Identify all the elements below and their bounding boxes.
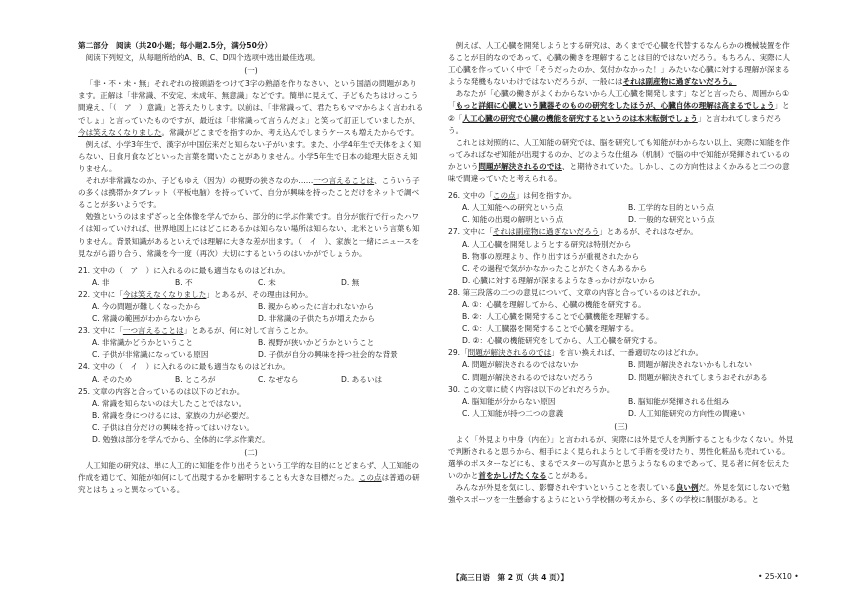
question-text: 26. 文中の「 xyxy=(448,191,493,201)
underlined-phrase: それは副産物に過ぎないだろう。 xyxy=(622,77,737,87)
underlined-phrase: 首をかしげたくなる xyxy=(478,471,547,481)
answer-option: B. 物事の原理より、作り出すほうが重視されたから xyxy=(462,251,640,261)
paragraph-text: みんなが外見を気にし、影響されやすいということを表している xyxy=(455,483,676,493)
answer-option: B. 常識を身につけるには、家族の力が必要だ。 xyxy=(92,410,254,420)
page-footer: 【高三日语 第 2 页（共 4 页）】 xyxy=(452,573,569,582)
answer-option: C. 人工知能が持つ二つの意義 xyxy=(462,408,564,418)
paragraph xyxy=(448,137,794,185)
paragraph xyxy=(78,175,424,211)
answer-option: D. 子供が自分の興味を持つ社会的な背景 xyxy=(258,350,398,360)
answer-option: D. 心臓に対する理解が深まるようなきっかけがないから xyxy=(462,275,655,285)
underlined-phrase: 人工心臓の研究で心臓の機能を研究するというのは本末転倒でしょう xyxy=(462,113,698,123)
exam-code: • 25-X10 • xyxy=(758,572,799,581)
question-stem xyxy=(448,384,794,396)
question-list xyxy=(448,190,794,420)
answer-options xyxy=(78,374,424,386)
answer-option: B. 問題が解決されないかもしれない xyxy=(628,360,752,370)
passage-number: (二) xyxy=(244,448,258,458)
answer-option: B. 視野が狭いかどうかということ xyxy=(258,338,375,348)
question-stem xyxy=(448,190,794,202)
answer-option: B. 親からめったに言われないから xyxy=(258,301,375,311)
underlined-phrase: この点 xyxy=(492,191,516,201)
question-list xyxy=(78,265,424,446)
section-title: 第二部分 阅读（共20小题；每小题2.5分，满分50分） xyxy=(78,41,273,50)
underlined-phrase: 今は笑えなくなりました xyxy=(78,127,162,137)
paragraph xyxy=(78,460,424,496)
answer-option: D. ②：心臓の機能研究をしてから、人工心臓を研究する。 xyxy=(462,336,662,346)
paragraph-text: 人工知能の研究は、単に人工的に知能を作り出そうという工学的な目的にとどまらず、人工知能の作成を通じて、知能が如何にして出現するかを解明することも大きな目標だった。 xyxy=(78,461,420,483)
paragraph xyxy=(448,88,794,136)
answer-option: D. あるいは xyxy=(341,374,383,384)
answer-option: D. 人工知能研究の方向性の間違い xyxy=(628,408,745,418)
answer-option: A. 非常識かどうかということ xyxy=(92,338,194,348)
passage-number: (三) xyxy=(614,421,628,431)
answer-options xyxy=(448,396,794,420)
answer-options xyxy=(448,299,794,347)
answer-option: C. 知能の出現の解明という点 xyxy=(462,215,564,225)
paragraph-text: 。常識がどこまでを指すのか、考え込んでしまうケースも増えたからです。 xyxy=(161,127,419,137)
paragraph-text: これとは対照的に、人工知能の研究では、脳を研究しても知能がわからない以上、実際に知能を作ってみればなぜ知能が出現するのか、どのような仕組み（机制）で脳の中で知能が発揮されているのかという xyxy=(448,137,790,171)
paragraph-text: 「非・不・未・無」それぞれの接頭語をつけて3字の熟語を作りなさい、という国語の問題があります。正解は「非常識、不安定、未成年、無意識」などです。簡単に見えて、子どもたちはけっこう間違え、「（ ア ）意識」と答えたりします。以前は、「非常識って、君たちもママからよく言われるでしょ」と言っていたものですが、最近は「非常識って言うんだよ」と笑って訂正していましたが、 xyxy=(78,79,424,125)
answer-option: C. なぜなら xyxy=(258,374,299,384)
underlined-phrase: 今は笑えなくなりました xyxy=(122,289,207,299)
underlined-phrase: この点 xyxy=(358,473,382,483)
paragraph-text: ことがある。 xyxy=(546,471,593,481)
answer-option: A. 脳知能が分からない原因 xyxy=(462,396,556,406)
answer-option: A. 人工心臓を開発しようとする研究は特別だから xyxy=(462,239,632,249)
paragraph-text: 」と②「 xyxy=(448,101,790,123)
question-text: 」を言い換えれば、一番適切なのはどれか。 xyxy=(551,348,704,358)
answer-option: D. 非常識の子供たちが増えたから xyxy=(258,314,375,324)
answer-options xyxy=(78,301,424,325)
answer-option: D. 無 xyxy=(341,277,360,287)
question-text: 22. 文中に「 xyxy=(78,289,123,299)
answer-option: B. ②：人工心臓を開発することで心臓機能を理解する。 xyxy=(462,312,654,322)
answer-option: B. 不 xyxy=(175,277,193,287)
underlined-phrase: 問題が解決されるのでは xyxy=(467,348,552,358)
answer-option: B. ところが xyxy=(175,374,216,384)
answer-options xyxy=(78,277,424,289)
underlined-phrase: もっと詳細に心臓という臓器そのものの研究をしたほうが、心臓自体の理解は高まるでしょう xyxy=(455,101,775,111)
question-text: 」とあるが、何に対して言うことか。 xyxy=(183,326,313,336)
paragraph-text: 例えば、人工心臓を開発しようとする研究は、あくまでで心臓を代替するなんらかの機械装置を作ることが目的なのであって、心臓の働きを理解することは目的ではないだろう。もちろん、実際に人工心臓を作っていく中で「そうだったのか、気付かなかった！」みたいな心臓に対する理解が深まるような発機もないわけではないだろうが、一般には xyxy=(448,41,790,87)
paragraph xyxy=(448,40,794,88)
question-text: 」とあるが、その理由は何か。 xyxy=(206,289,313,299)
paragraph-text: だ。外見を気にしないで勉強やスポーツを一生懸命するようにという学校側の考えから、多くの学校に制服がある。と xyxy=(448,483,790,505)
paragraph: 勉強というのはまずざっと全体像を学んでから、部分的に学ぶ作業です。自分が旅行で行ったハワイは知っていければ、世界地図上にはどこにあるかは知らない場所は知らない、北米という言葉も知りません。背景知識があるといえでは理解に大きな差が出ます。（ イ ）、家族と一緒にニュースを見ながら語り合う、常識を今一度（再次）大切にするというのはいかがでしょうか。 xyxy=(78,212,420,258)
paragraph-text: それが非常識なのか、子どもゆえ（因为）の視野の狭さなのか…… xyxy=(85,176,314,186)
answer-option: C. 未 xyxy=(258,277,276,287)
answer-option: A. そのため xyxy=(92,374,133,384)
underlined-phrase: それは副産物に過ぎないだろう xyxy=(492,227,600,237)
answer-options xyxy=(78,337,424,361)
answer-option: C. 常識の範囲がわからないから xyxy=(92,314,201,324)
answer-option: C. 子供が非常識になっている原因 xyxy=(92,350,209,360)
answer-option: D. 問題が解決されてしまうおそれがある xyxy=(628,372,768,382)
paragraph-text: あなたが「心臓の働きがよくわからないから人工心臓を開発します」などと言ったら、周囲から①「 xyxy=(448,89,789,111)
underlined-phrase: 一つ言えることは xyxy=(313,176,375,186)
answer-option: D. 勉強は部分を学んでから、全体的に学ぶ作業だ。 xyxy=(92,435,270,444)
answer-option: A. 問題が解決されるのではないか xyxy=(462,360,579,370)
question-text: 28. 第三段落の二つの意見について、文章の内容と合っているのはどれか。 xyxy=(448,287,706,297)
paragraph-text: 、と期待されていた。しかし、この方向性はよくかみると二つの意味で間違っていたと考えられる。 xyxy=(448,161,790,184)
paragraph-text: よく「外見より中身（内在）」と言われるが、実際には外見で人を判断することも少なくない。外見で判断されると思うから、相手によく見られようとして手術を受けたり、男性化粧品も売れている。選挙のポスターなどにも、まるでスターの写真かと思うようなものまであって、見る者に何を伝えたいのかと xyxy=(448,435,794,481)
paragraph: 例えば、小学3年生で、漢字が中国伝来だと知らない子がいます。また、小学4年生で天体をよく知らない、日食月食などといった言葉を聞いたことがありません。小学5年生で日本の総理大臣さえ知りません。 xyxy=(78,139,422,173)
question-text: 25. 文章の内容と合っているのは以下のどれか。 xyxy=(78,386,245,396)
paragraph-text: は普通の研究とはちょっと異なっている。 xyxy=(78,473,420,495)
answer-option: A. 常識を知らないのは大したことではない。 xyxy=(92,398,247,408)
answer-option: C. 子供は自分だけの興味を持ってはいけない。 xyxy=(92,422,255,432)
answer-option: C. ①：人工臓器を開発することで心臓を理解する。 xyxy=(462,324,639,334)
answer-options xyxy=(448,239,794,287)
question-text: 24. 文中の（ イ ）に入れるのに最も適当なものはどれか。 xyxy=(78,362,290,372)
question-text: 30. この文章に続く内容は以下のどれだろうか。 xyxy=(448,384,615,394)
underlined-phrase: 良い例 xyxy=(675,483,699,493)
question-text: 21. 文中の（ ア ）に入れるのに最も適当なものはどれか。 xyxy=(78,265,290,275)
answer-option: B. 工学的な目的という点 xyxy=(628,203,714,213)
question-stem xyxy=(78,265,424,277)
answer-option: C. その過程で気がかなかったことがたくさんあるから xyxy=(462,263,647,273)
question-text: 」とあるが、それはなぜか。 xyxy=(599,227,698,237)
question-stem xyxy=(78,361,424,373)
answer-options xyxy=(78,398,424,446)
paragraph xyxy=(78,78,424,138)
instruction: 阅读下列短文，从每题所给的A、B、C、D四个选项中选出最佳选项。 xyxy=(85,53,320,63)
question-text: 」は何を指すか。 xyxy=(515,191,577,201)
answer-option: C. 問題が解決されるのではないだろう xyxy=(462,372,594,382)
question-stem xyxy=(448,287,794,299)
underlined-phrase: 問題が解決されるのでは xyxy=(478,161,562,171)
underlined-phrase: 一つ言えることは xyxy=(122,326,184,336)
answer-options xyxy=(448,202,794,226)
answer-option: A. 人工知能への研究という点 xyxy=(462,203,564,213)
paragraph-text: 、こういう子の多くは携帯かタブレット（平板电脑）を持っていて、自分が興味を持ったことだけをネットで調べることが多いようです。 xyxy=(78,176,420,210)
passage-number: (一) xyxy=(244,66,258,76)
answer-option: B. 脳知能が発揮される仕組み xyxy=(628,396,730,406)
question-stem xyxy=(448,347,794,359)
left-column xyxy=(78,40,424,496)
answer-option: A. ①：心臓を理解してから、心臓の機能を研究する。 xyxy=(462,299,646,309)
question-stem xyxy=(78,325,424,337)
paragraph xyxy=(448,482,794,506)
answer-options xyxy=(448,359,794,383)
question-text: 27. 文中に「 xyxy=(448,227,493,237)
answer-option: A. 非 xyxy=(92,277,110,287)
right-column xyxy=(448,40,794,507)
question-text: 23. 文中に「 xyxy=(78,326,123,336)
question-stem xyxy=(78,386,424,398)
question-stem xyxy=(78,289,424,301)
question-text: 29.「 xyxy=(448,348,468,358)
paragraph-text: 」と言われてしまうだろう。 xyxy=(448,113,782,135)
answer-option: A. 今の問題が難しくなったから xyxy=(92,301,201,311)
answer-option: D. 一般的な研究という点 xyxy=(628,215,715,225)
question-stem xyxy=(448,226,794,238)
paragraph xyxy=(448,434,794,482)
